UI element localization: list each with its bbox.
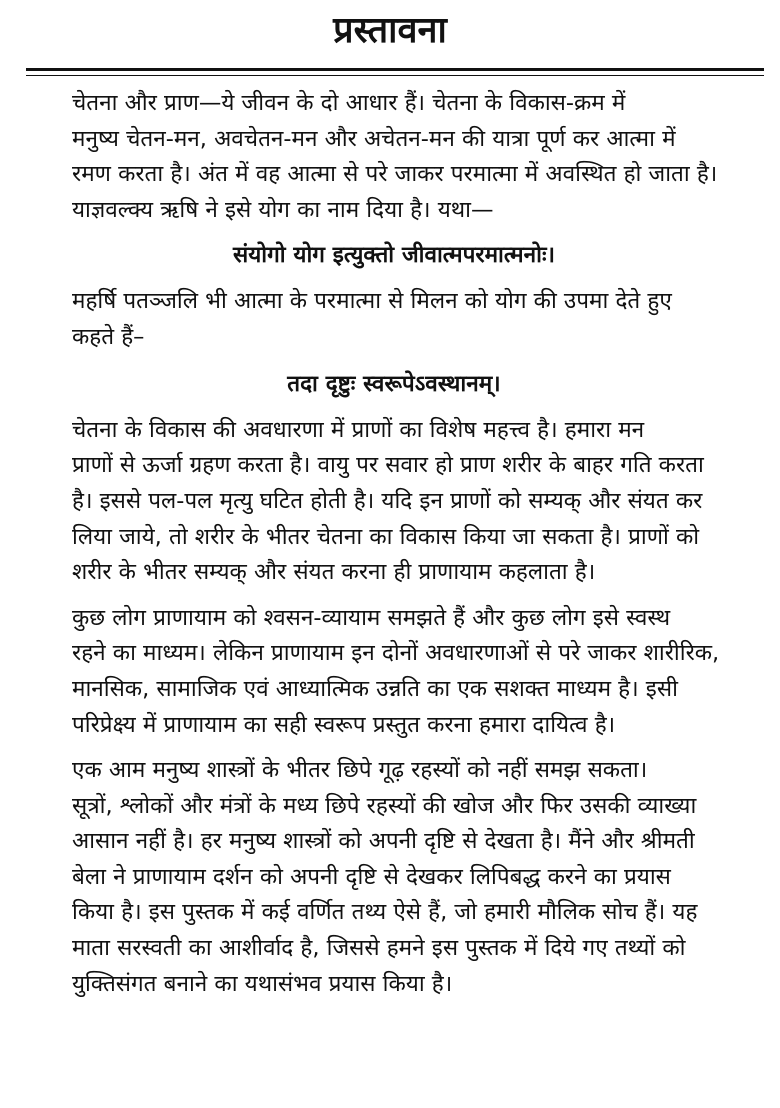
sanskrit-verse-1: संयोगो योग इत्युक्तो जीवात्मपरमात्मनोः। — [232, 242, 556, 269]
paragraph-2 — [26, 284, 762, 355]
text-line: एक आम मनुष्य शास्त्रों के भीतर छिपे गूढ़ रहस्यों को नहीं समझ सकता। — [72, 757, 648, 784]
paragraph-4 — [26, 601, 762, 743]
text-line: युक्तिसंगत बनाने का यथासंभव प्रयास किया है। — [72, 970, 453, 997]
text-line: चेतना और प्राण—ये जीवन के दो आधार हैं। चेतना के विकास-क्रम में — [72, 90, 626, 116]
text-line: रमण करता है। अंत में वह आत्मा से परे जाकर परमात्मा में अवस्थित हो जाता है। — [72, 161, 718, 188]
body-text — [26, 86, 762, 1002]
paragraph-5 — [26, 753, 762, 1002]
text-line: कुछ लोग प्राणायाम को श्वसन-व्यायाम समझते हैं और कुछ लोग इसे स्वस्थ — [72, 604, 671, 631]
paragraph-1 — [26, 86, 762, 228]
text-line: कहते हैं– — [72, 323, 145, 350]
text-line: किया है। इस पुस्तक में कई वर्णित तथ्य ऐसे हैं, जो हमारी मौलिक सोच हैं। यह — [72, 899, 698, 926]
title-rule-thin — [26, 75, 764, 76]
title-rule-thick — [26, 68, 764, 71]
text-line: सूत्रों, श्लोकों और मंत्रों के मध्य छिपे रहस्यों की खोज और फिर उसकी व्याख्या — [72, 792, 697, 819]
text-line: चेतना के विकास की अवधारणा में प्राणों का विशेष महत्त्व है। हमारा मन — [72, 416, 645, 443]
sanskrit-verse-2: तदा दृष्टुः स्वरूपेऽवस्थानम्। — [287, 371, 501, 398]
text-line: माता सरस्वती का आशीर्वाद है, जिससे हमने इस पुस्तक में दिये गए तथ्यों को — [72, 935, 686, 962]
text-line: मनुष्य चेतन-मन, अवचेतन-मन और अचेतन-मन की यात्रा पूर्ण कर आत्मा में — [72, 125, 676, 152]
text-line: प्राणों से ऊर्जा ग्रहण करता है। वायु पर सवार हो प्राण शरीर के बाहर गति करता — [72, 452, 704, 479]
text-line: परिप्रेक्ष्य में प्राणायाम का सही स्वरूप प्रस्तुत करना हमारा दायित्व है। — [72, 711, 616, 738]
text-line: रहने का माध्यम। लेकिन प्राणायाम इन दोनों अवधारणाओं से परे जाकर शारीरिक, — [72, 640, 720, 667]
text-line: महर्षि पतञ्जलि भी आत्मा के परमात्मा से मिलन को योग की उपमा देते हुए — [72, 287, 672, 314]
text-line: आसान नहीं है। हर मनुष्य शास्त्रों को अपनी दृष्टि से देखता है। मैंने और श्रीमती — [72, 828, 695, 855]
text-line: है। इससे पल-पल मृत्यु घटित होती है। यदि इन प्राणों को सम्यक् और संयत कर — [72, 487, 703, 514]
page-title: प्रस्तावना — [333, 10, 447, 51]
text-line: मानसिक, सामाजिक एवं आध्यात्मिक उन्नति का एक सशक्त माध्यम है। इसी — [72, 675, 678, 702]
text-line: शरीर के भीतर सम्यक् और संयत करना ही प्राणायाम कहलाता है। — [72, 559, 596, 586]
text-line: लिया जाये, तो शरीर के भीतर चेतना का विकास किया जा सकता है। प्राणों को — [72, 523, 700, 550]
text-line: बेला ने प्राणायाम दर्शन को अपनी दृष्टि से देखकर लिपिबद्ध करने का प्रयास — [72, 863, 671, 890]
text-line: याज्ञवल्क्य ऋषि ने इसे योग का नाम दिया है। यथा— — [72, 196, 494, 223]
paragraph-3 — [26, 413, 762, 591]
